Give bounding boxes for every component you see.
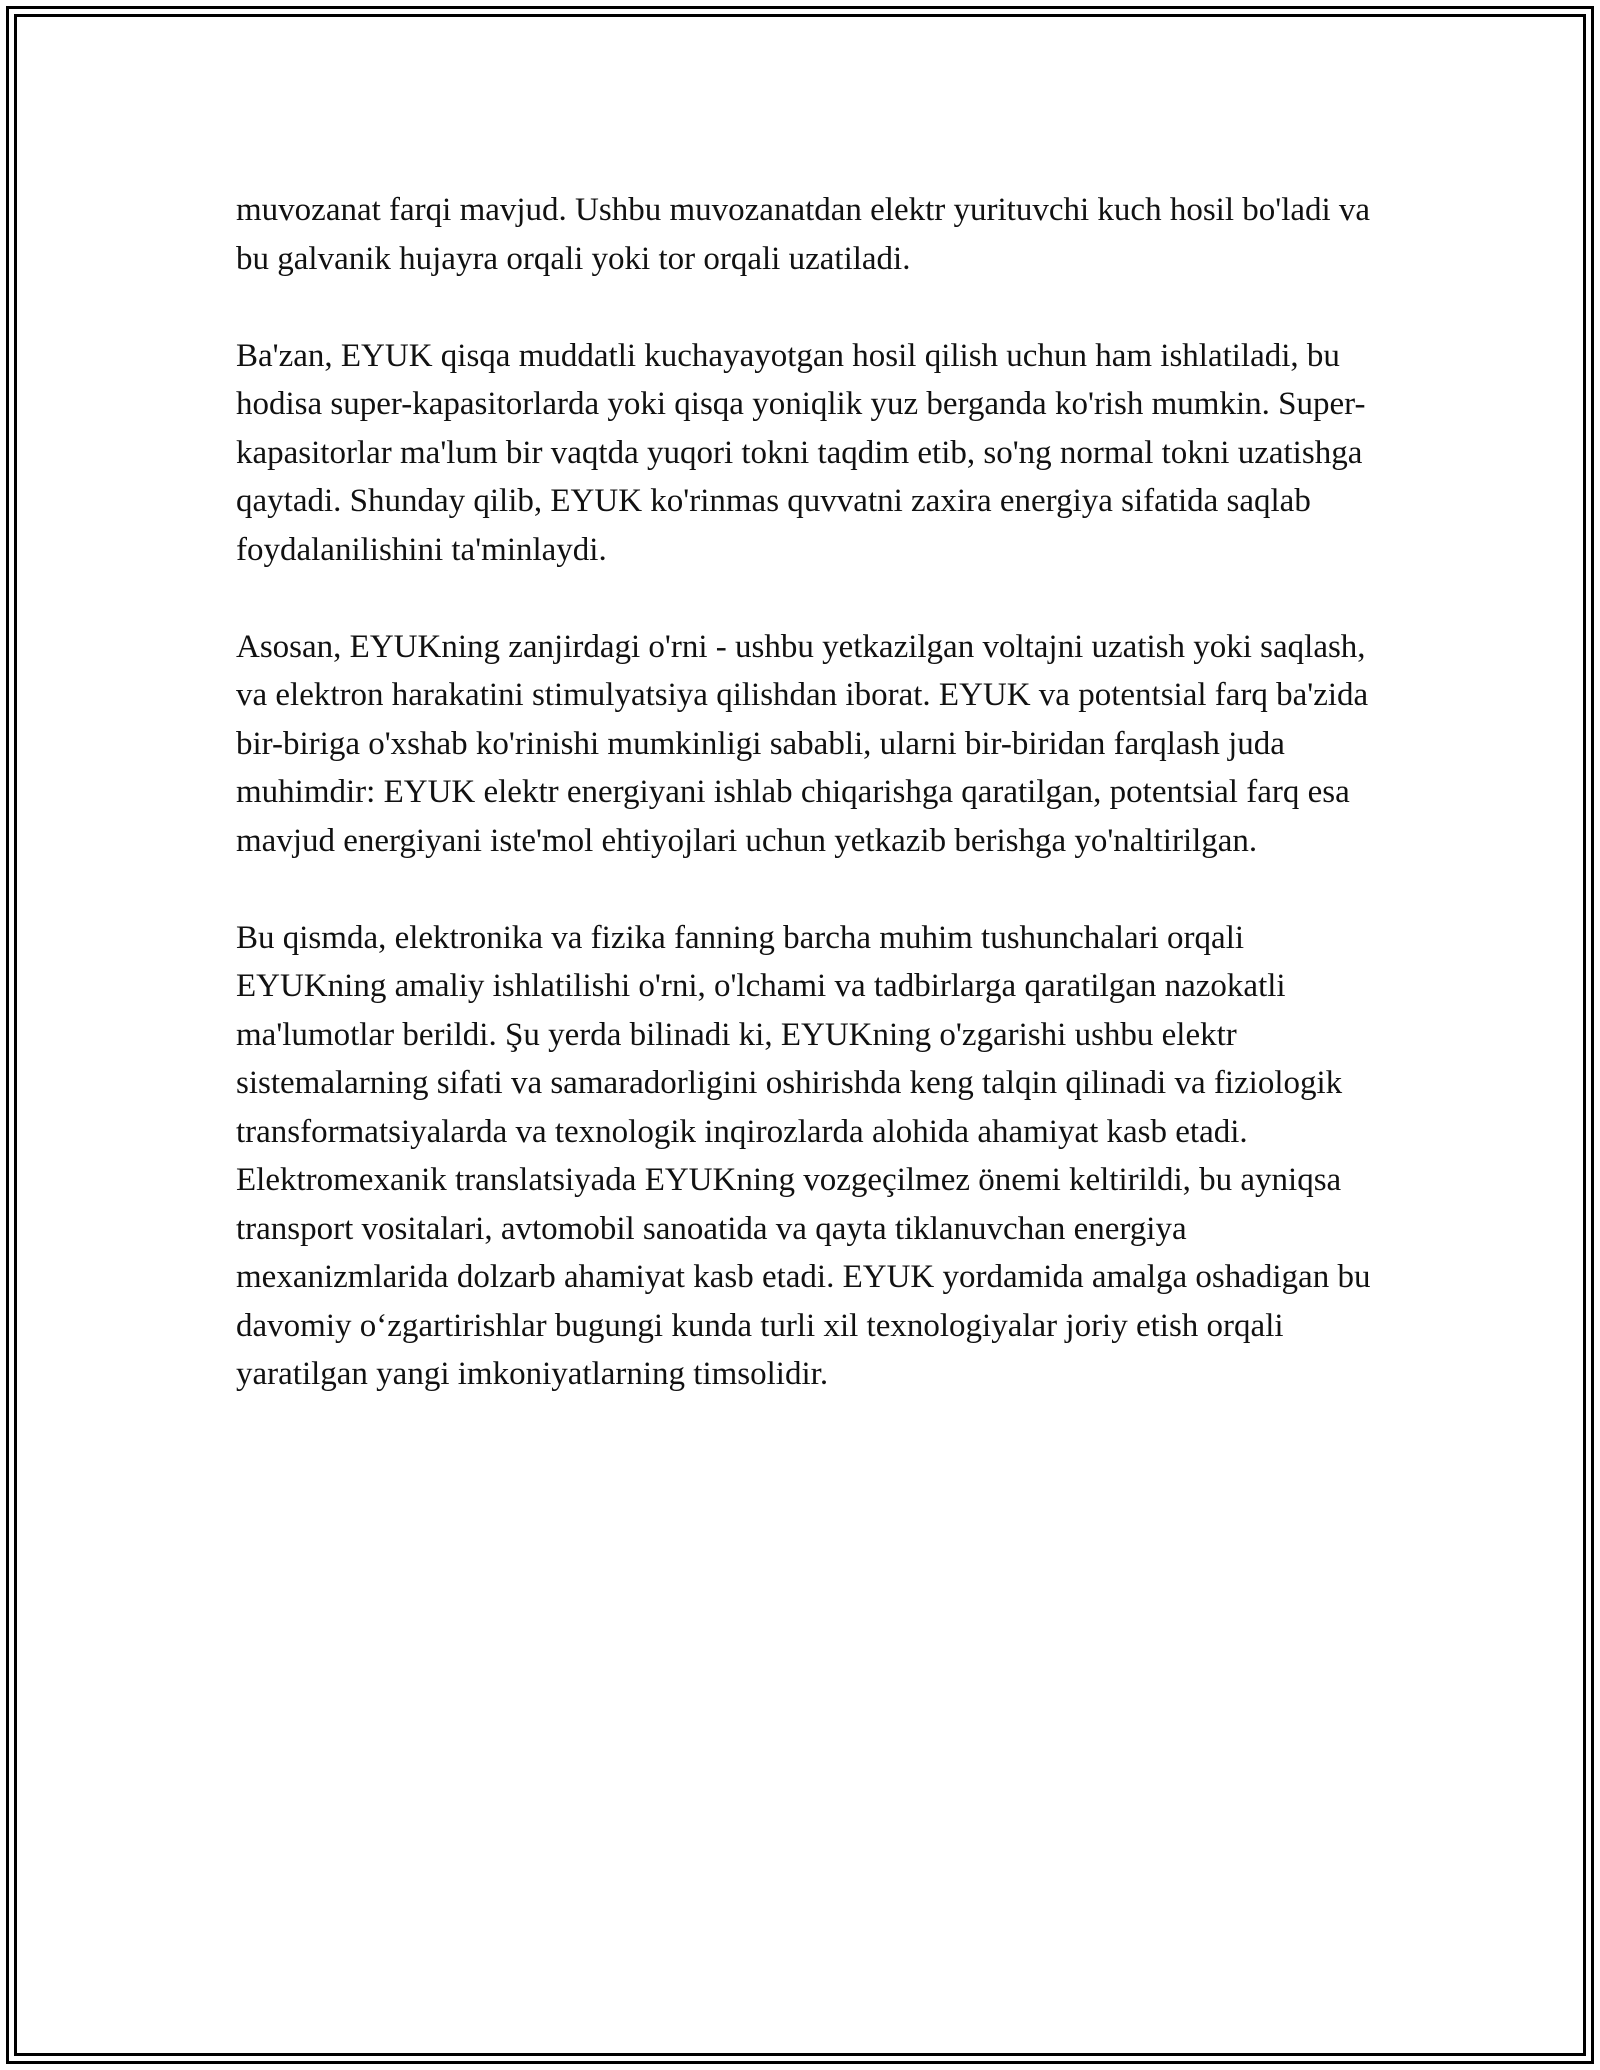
- paragraph-3: Asosan, EYUKning zanjirdagi o'rni - ushbu yetkazilgan voltajni uzatish yoki saqlash, va elektron harakatini stimulyatsiya qilishdan iborat. EYUK va potentsial farq ba'zida bir-biriga o'xshab ko'rinishi mumkinligi sababli, ularni bir-biridan farqlash juda muhimdir: EYUK elektr energiyani ishlab chiqarishga qaratilgan, potentsial farq esa mavjud energiyani iste'mol ehtiyojlari uchun yetkazib berishga yo'naltirilgan.: [236, 628, 1369, 859]
- paragraph-4: Bu qismda, elektronika va fizika fanning barcha muhim tushunchalari orqali EYUKning amaliy ishlatilishi o'rni, o'lchami va tadbirlarga qaratilgan nazokatli ma'lumotlar berildi. Şu yerda bilinadi ki, EYUKning o'zgarishi ushbu elektr sistemalarning sifati va samaradorligini oshirishda keng talqin qilinadi va fiziologik transformatsiyalarda va texnologik inqirozlarda alohida ahamiyat kasb etadi. Elektromexanik translatsiyada EYUKning vozgeçilmez önemi keltirildi, bu ayniqsa transport vositalari, avtomobil sanoatida va qayta tiklanuvchan energiya mexanizmlarida dolzarb ahamiyat kasb etadi. EYUK yordamida amalga oshadigan bu davomiy o‘zgartirishlar bugungi kunda turli xil texnologiyalar joriy etish orqali yaratilgan yangi imkoniyatlarning timsolidir.: [236, 919, 1371, 1392]
- document-body: [236, 186, 1376, 1447]
- paragraph-1: muvozanat farqi mavjud. Ushbu muvozanatdan elektr yurituvchi kuch hosil bo'ladi va bu galvanik hujayra orqali yoki tor orqali uzatiladi.: [236, 192, 1371, 277]
- paragraph-2: Ba'zan, EYUK qisqa muddatli kuchayayotgan hosil qilish uchun ham ishlatiladi, bu hodisa super-kapasitorlarda yoki qisqa yoniqlik yuz berganda ko'rish mumkin. Super-kapasitorlar ma'lum bir vaqtda yuqori tokni taqdim etib, so'ng normal tokni uzatishga qaytadi. Shunday qilib, EYUK ko'rinmas quvvatni zaxira energiya sifatida saqlab foydalanilishini ta'minlaydi.: [236, 337, 1366, 568]
